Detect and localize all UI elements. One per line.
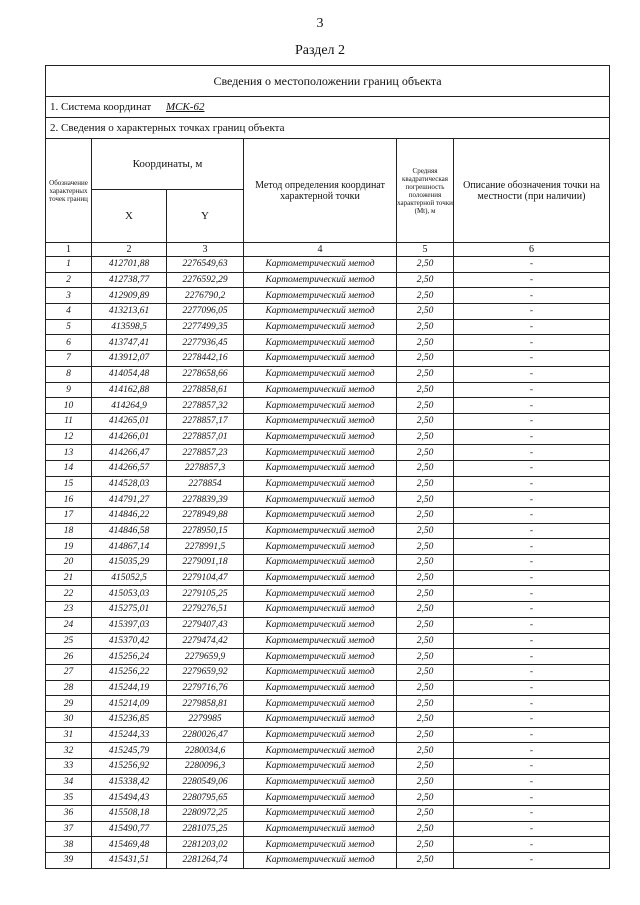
table-row (46, 696, 610, 712)
coord-system-row (46, 97, 610, 118)
error: 2,50 (397, 272, 454, 288)
point-number: 11 (46, 413, 92, 429)
error: 2,50 (397, 319, 454, 335)
table-row (46, 602, 610, 618)
description: - (454, 476, 610, 492)
method: Картометрический метод (244, 304, 397, 320)
method: Картометрический метод (244, 288, 397, 304)
coord-y: 2278658,66 (167, 366, 244, 382)
coord-y: 2279716,76 (167, 680, 244, 696)
table-row (46, 319, 610, 335)
description: - (454, 633, 610, 649)
point-number: 3 (46, 288, 92, 304)
page-number: 3 (316, 16, 324, 31)
coord-y: 2278854 (167, 476, 244, 492)
error: 2,50 (397, 539, 454, 555)
coord-x: 415256,22 (92, 664, 167, 680)
coord-x: 415244,19 (92, 680, 167, 696)
table-row (46, 821, 610, 837)
coord-x: 414266,47 (92, 445, 167, 461)
point-number: 2 (46, 272, 92, 288)
error: 2,50 (397, 774, 454, 790)
table-row (46, 806, 610, 822)
coord-x: 415370,42 (92, 633, 167, 649)
table-row (46, 570, 610, 586)
table-row (46, 774, 610, 790)
method: Картометрический метод (244, 445, 397, 461)
description: - (454, 366, 610, 382)
error: 2,50 (397, 429, 454, 445)
table-row (46, 649, 610, 665)
table-row (46, 617, 610, 633)
error: 2,50 (397, 351, 454, 367)
coord-x: 415214,09 (92, 696, 167, 712)
coord-y: 2279985 (167, 711, 244, 727)
coord-y: 2277936,45 (167, 335, 244, 351)
coord-y: 2278839,39 (167, 492, 244, 508)
table-row (46, 288, 610, 304)
method: Картометрический метод (244, 429, 397, 445)
description: - (454, 664, 610, 680)
error: 2,50 (397, 680, 454, 696)
method: Картометрический метод (244, 649, 397, 665)
coord-x: 412738,77 (92, 272, 167, 288)
method: Картометрический метод (244, 759, 397, 775)
table-row (46, 304, 610, 320)
description: - (454, 790, 610, 806)
point-number: 13 (46, 445, 92, 461)
method: Картометрический метод (244, 257, 397, 273)
description: - (454, 335, 610, 351)
column-number-row (46, 243, 610, 257)
table-row (46, 508, 610, 524)
table-row (46, 727, 610, 743)
coord-y: 2278857,01 (167, 429, 244, 445)
coord-y: 2280549,06 (167, 774, 244, 790)
coord-y: 2277499,35 (167, 319, 244, 335)
table-row (46, 398, 610, 414)
table-row (46, 492, 610, 508)
method: Картометрический метод (244, 680, 397, 696)
coord-x: 414867,14 (92, 539, 167, 555)
coord-y: 2278857,23 (167, 445, 244, 461)
coord-x: 413213,61 (92, 304, 167, 320)
point-number: 15 (46, 476, 92, 492)
coord-x: 415275,01 (92, 602, 167, 618)
point-number: 9 (46, 382, 92, 398)
method: Картометрический метод (244, 460, 397, 476)
coord-y: 2278857,17 (167, 413, 244, 429)
method: Картометрический метод (244, 586, 397, 602)
method: Картометрический метод (244, 633, 397, 649)
point-number: 16 (46, 492, 92, 508)
coord-system-label: 1. Система координат (50, 101, 152, 113)
header-coords: Координаты, м (92, 139, 244, 190)
coord-x: 415236,85 (92, 711, 167, 727)
table-row (46, 335, 610, 351)
coord-y: 2280034,6 (167, 743, 244, 759)
method: Картометрический метод (244, 555, 397, 571)
point-number: 10 (46, 398, 92, 414)
method: Картометрический метод (244, 853, 397, 869)
coord-y: 2278950,15 (167, 523, 244, 539)
coord-y: 2280972,25 (167, 806, 244, 822)
description: - (454, 743, 610, 759)
point-number: 36 (46, 806, 92, 822)
table-row (46, 759, 610, 775)
error: 2,50 (397, 617, 454, 633)
error: 2,50 (397, 476, 454, 492)
method: Картометрический метод (244, 351, 397, 367)
error: 2,50 (397, 633, 454, 649)
point-number: 38 (46, 837, 92, 853)
coord-x: 414264,9 (92, 398, 167, 414)
error: 2,50 (397, 743, 454, 759)
method: Картометрический метод (244, 523, 397, 539)
table-row (46, 429, 610, 445)
method: Картометрический метод (244, 492, 397, 508)
point-number: 29 (46, 696, 92, 712)
description: - (454, 304, 610, 320)
method: Картометрический метод (244, 335, 397, 351)
coord-y: 2280026,47 (167, 727, 244, 743)
coord-y: 2276549,63 (167, 257, 244, 273)
column-number: 6 (454, 243, 610, 257)
coord-x: 413912,07 (92, 351, 167, 367)
point-number: 14 (46, 460, 92, 476)
table-row (46, 476, 610, 492)
coord-y: 2279858,81 (167, 696, 244, 712)
table-row (46, 257, 610, 273)
coord-x: 414265,01 (92, 413, 167, 429)
table-row (46, 837, 610, 853)
coord-x: 414266,01 (92, 429, 167, 445)
table-row (46, 555, 610, 571)
point-number: 7 (46, 351, 92, 367)
header-y: Y (167, 190, 244, 243)
error: 2,50 (397, 555, 454, 571)
error: 2,50 (397, 508, 454, 524)
header-method: Метод определения координат характерной точки (244, 139, 397, 243)
coord-x: 415431,51 (92, 853, 167, 869)
method: Картометрический метод (244, 617, 397, 633)
table-row (46, 523, 610, 539)
description: - (454, 429, 610, 445)
coord-x: 414846,22 (92, 508, 167, 524)
coord-x: 415256,92 (92, 759, 167, 775)
point-number: 27 (46, 664, 92, 680)
coord-x: 413747,41 (92, 335, 167, 351)
description: - (454, 837, 610, 853)
table-row (46, 539, 610, 555)
coord-y: 2280795,65 (167, 790, 244, 806)
error: 2,50 (397, 288, 454, 304)
point-number: 31 (46, 727, 92, 743)
coord-y: 2276592,29 (167, 272, 244, 288)
error: 2,50 (397, 853, 454, 869)
coord-x: 414791,27 (92, 492, 167, 508)
coord-y: 2279105,25 (167, 586, 244, 602)
description: - (454, 555, 610, 571)
table-row (46, 413, 610, 429)
method: Картометрический метод (244, 319, 397, 335)
coord-y: 2278442,16 (167, 351, 244, 367)
coord-y: 2277096,05 (167, 304, 244, 320)
coord-x: 414266,57 (92, 460, 167, 476)
method: Картометрический метод (244, 539, 397, 555)
header-x: X (92, 190, 167, 243)
header-point-label: Обозначение характерных точек границ (46, 139, 92, 243)
description: - (454, 696, 610, 712)
point-number: 18 (46, 523, 92, 539)
boundary-table (45, 65, 610, 869)
method: Картометрический метод (244, 272, 397, 288)
description: - (454, 759, 610, 775)
error: 2,50 (397, 649, 454, 665)
error: 2,50 (397, 586, 454, 602)
coord-y: 2279091,18 (167, 555, 244, 571)
column-number: 2 (92, 243, 167, 257)
header-description: Описание обозначения точки на местности (при наличии) (454, 139, 610, 243)
coord-x: 415053,03 (92, 586, 167, 602)
coord-x: 415397,03 (92, 617, 167, 633)
error: 2,50 (397, 445, 454, 461)
description: - (454, 398, 610, 414)
error: 2,50 (397, 257, 454, 273)
coord-x: 415052,5 (92, 570, 167, 586)
description: - (454, 570, 610, 586)
header-error: Средняя квадратическая погрешность положения характерной точки (Mt), м (397, 139, 454, 243)
method: Картометрический метод (244, 570, 397, 586)
method: Картометрический метод (244, 774, 397, 790)
description: - (454, 460, 610, 476)
table-row (46, 853, 610, 869)
point-number: 30 (46, 711, 92, 727)
description: - (454, 288, 610, 304)
method: Картометрический метод (244, 821, 397, 837)
point-number: 22 (46, 586, 92, 602)
description: - (454, 602, 610, 618)
description: - (454, 272, 610, 288)
point-number: 35 (46, 790, 92, 806)
coord-x: 414846,58 (92, 523, 167, 539)
coord-y: 2279659,92 (167, 664, 244, 680)
error: 2,50 (397, 398, 454, 414)
error: 2,50 (397, 696, 454, 712)
description: - (454, 319, 610, 335)
table-row (46, 445, 610, 461)
description: - (454, 382, 610, 398)
error: 2,50 (397, 304, 454, 320)
description: - (454, 649, 610, 665)
method: Картометрический метод (244, 413, 397, 429)
error: 2,50 (397, 727, 454, 743)
coord-y: 2278991,5 (167, 539, 244, 555)
point-number: 8 (46, 366, 92, 382)
coord-y: 2278857,32 (167, 398, 244, 414)
coord-y: 2279474,42 (167, 633, 244, 649)
table-row (46, 366, 610, 382)
error: 2,50 (397, 821, 454, 837)
table-row (46, 743, 610, 759)
description: - (454, 806, 610, 822)
coord-x: 415035,29 (92, 555, 167, 571)
point-number: 19 (46, 539, 92, 555)
coord-x: 415490,77 (92, 821, 167, 837)
table-row (46, 586, 610, 602)
error: 2,50 (397, 413, 454, 429)
point-number: 26 (46, 649, 92, 665)
error: 2,50 (397, 366, 454, 382)
error: 2,50 (397, 664, 454, 680)
coord-y: 2281075,25 (167, 821, 244, 837)
method: Картометрический метод (244, 476, 397, 492)
description: - (454, 711, 610, 727)
error: 2,50 (397, 837, 454, 853)
column-number: 4 (244, 243, 397, 257)
method: Картометрический метод (244, 508, 397, 524)
coord-y: 2279276,51 (167, 602, 244, 618)
error: 2,50 (397, 759, 454, 775)
point-number: 33 (46, 759, 92, 775)
error: 2,50 (397, 492, 454, 508)
coord-y: 2278949,88 (167, 508, 244, 524)
table-row (46, 272, 610, 288)
description: - (454, 257, 610, 273)
table-row (46, 711, 610, 727)
point-number: 21 (46, 570, 92, 586)
method: Картометрический метод (244, 366, 397, 382)
error: 2,50 (397, 711, 454, 727)
table-title: Сведения о местоположении границ объекта (46, 66, 610, 97)
coord-x: 414054,48 (92, 366, 167, 382)
column-number: 5 (397, 243, 454, 257)
section-title: Раздел 2 (294, 43, 346, 58)
coord-x: 414162,88 (92, 382, 167, 398)
description: - (454, 821, 610, 837)
description: - (454, 774, 610, 790)
error: 2,50 (397, 382, 454, 398)
method: Картометрический метод (244, 398, 397, 414)
description: - (454, 539, 610, 555)
point-number: 6 (46, 335, 92, 351)
error: 2,50 (397, 335, 454, 351)
method: Картометрический метод (244, 743, 397, 759)
point-number: 5 (46, 319, 92, 335)
table-row (46, 382, 610, 398)
coord-x: 415256,24 (92, 649, 167, 665)
coord-x: 415244,33 (92, 727, 167, 743)
description: - (454, 351, 610, 367)
coord-y: 2278858,61 (167, 382, 244, 398)
description: - (454, 680, 610, 696)
method: Картометрический метод (244, 727, 397, 743)
coord-x: 415469,48 (92, 837, 167, 853)
coord-x: 412909,89 (92, 288, 167, 304)
table-row (46, 790, 610, 806)
point-number: 32 (46, 743, 92, 759)
coord-y: 2279659,9 (167, 649, 244, 665)
coord-y: 2278857,3 (167, 460, 244, 476)
description: - (454, 617, 610, 633)
point-number: 34 (46, 774, 92, 790)
coord-x: 415338,42 (92, 774, 167, 790)
coord-system-value: МСК-62 (165, 101, 205, 113)
column-number: 3 (167, 243, 244, 257)
point-number: 17 (46, 508, 92, 524)
method: Картометрический метод (244, 696, 397, 712)
point-number: 12 (46, 429, 92, 445)
point-number: 39 (46, 853, 92, 869)
table-row (46, 460, 610, 476)
coord-y: 2279104,47 (167, 570, 244, 586)
column-number: 1 (46, 243, 92, 257)
error: 2,50 (397, 523, 454, 539)
description: - (454, 523, 610, 539)
description: - (454, 853, 610, 869)
point-number: 20 (46, 555, 92, 571)
point-number: 1 (46, 257, 92, 273)
points-heading: 2. Сведения о характерных точках границ объекта (46, 118, 610, 139)
point-number: 25 (46, 633, 92, 649)
error: 2,50 (397, 460, 454, 476)
point-number: 24 (46, 617, 92, 633)
point-number: 37 (46, 821, 92, 837)
error: 2,50 (397, 790, 454, 806)
method: Картометрический метод (244, 664, 397, 680)
method: Картометрический метод (244, 837, 397, 853)
coord-y: 2281264,74 (167, 853, 244, 869)
point-number: 23 (46, 602, 92, 618)
coord-x: 414528,03 (92, 476, 167, 492)
description: - (454, 492, 610, 508)
method: Картометрический метод (244, 806, 397, 822)
coord-x: 415245,79 (92, 743, 167, 759)
table-row (46, 680, 610, 696)
method: Картометрический метод (244, 790, 397, 806)
coord-x: 415494,43 (92, 790, 167, 806)
error: 2,50 (397, 806, 454, 822)
coord-y: 2280096,3 (167, 759, 244, 775)
description: - (454, 445, 610, 461)
description: - (454, 727, 610, 743)
point-number: 4 (46, 304, 92, 320)
coord-x: 413598,5 (92, 319, 167, 335)
description: - (454, 586, 610, 602)
method: Картометрический метод (244, 602, 397, 618)
coord-y: 2276790,2 (167, 288, 244, 304)
method: Картометрический метод (244, 711, 397, 727)
description: - (454, 413, 610, 429)
table-row (46, 633, 610, 649)
coord-y: 2281203,02 (167, 837, 244, 853)
method: Картометрический метод (244, 382, 397, 398)
table-row (46, 351, 610, 367)
coord-x: 412701,88 (92, 257, 167, 273)
coord-y: 2279407,43 (167, 617, 244, 633)
point-number: 28 (46, 680, 92, 696)
error: 2,50 (397, 602, 454, 618)
coord-x: 415508,18 (92, 806, 167, 822)
error: 2,50 (397, 570, 454, 586)
table-row (46, 664, 610, 680)
description: - (454, 508, 610, 524)
